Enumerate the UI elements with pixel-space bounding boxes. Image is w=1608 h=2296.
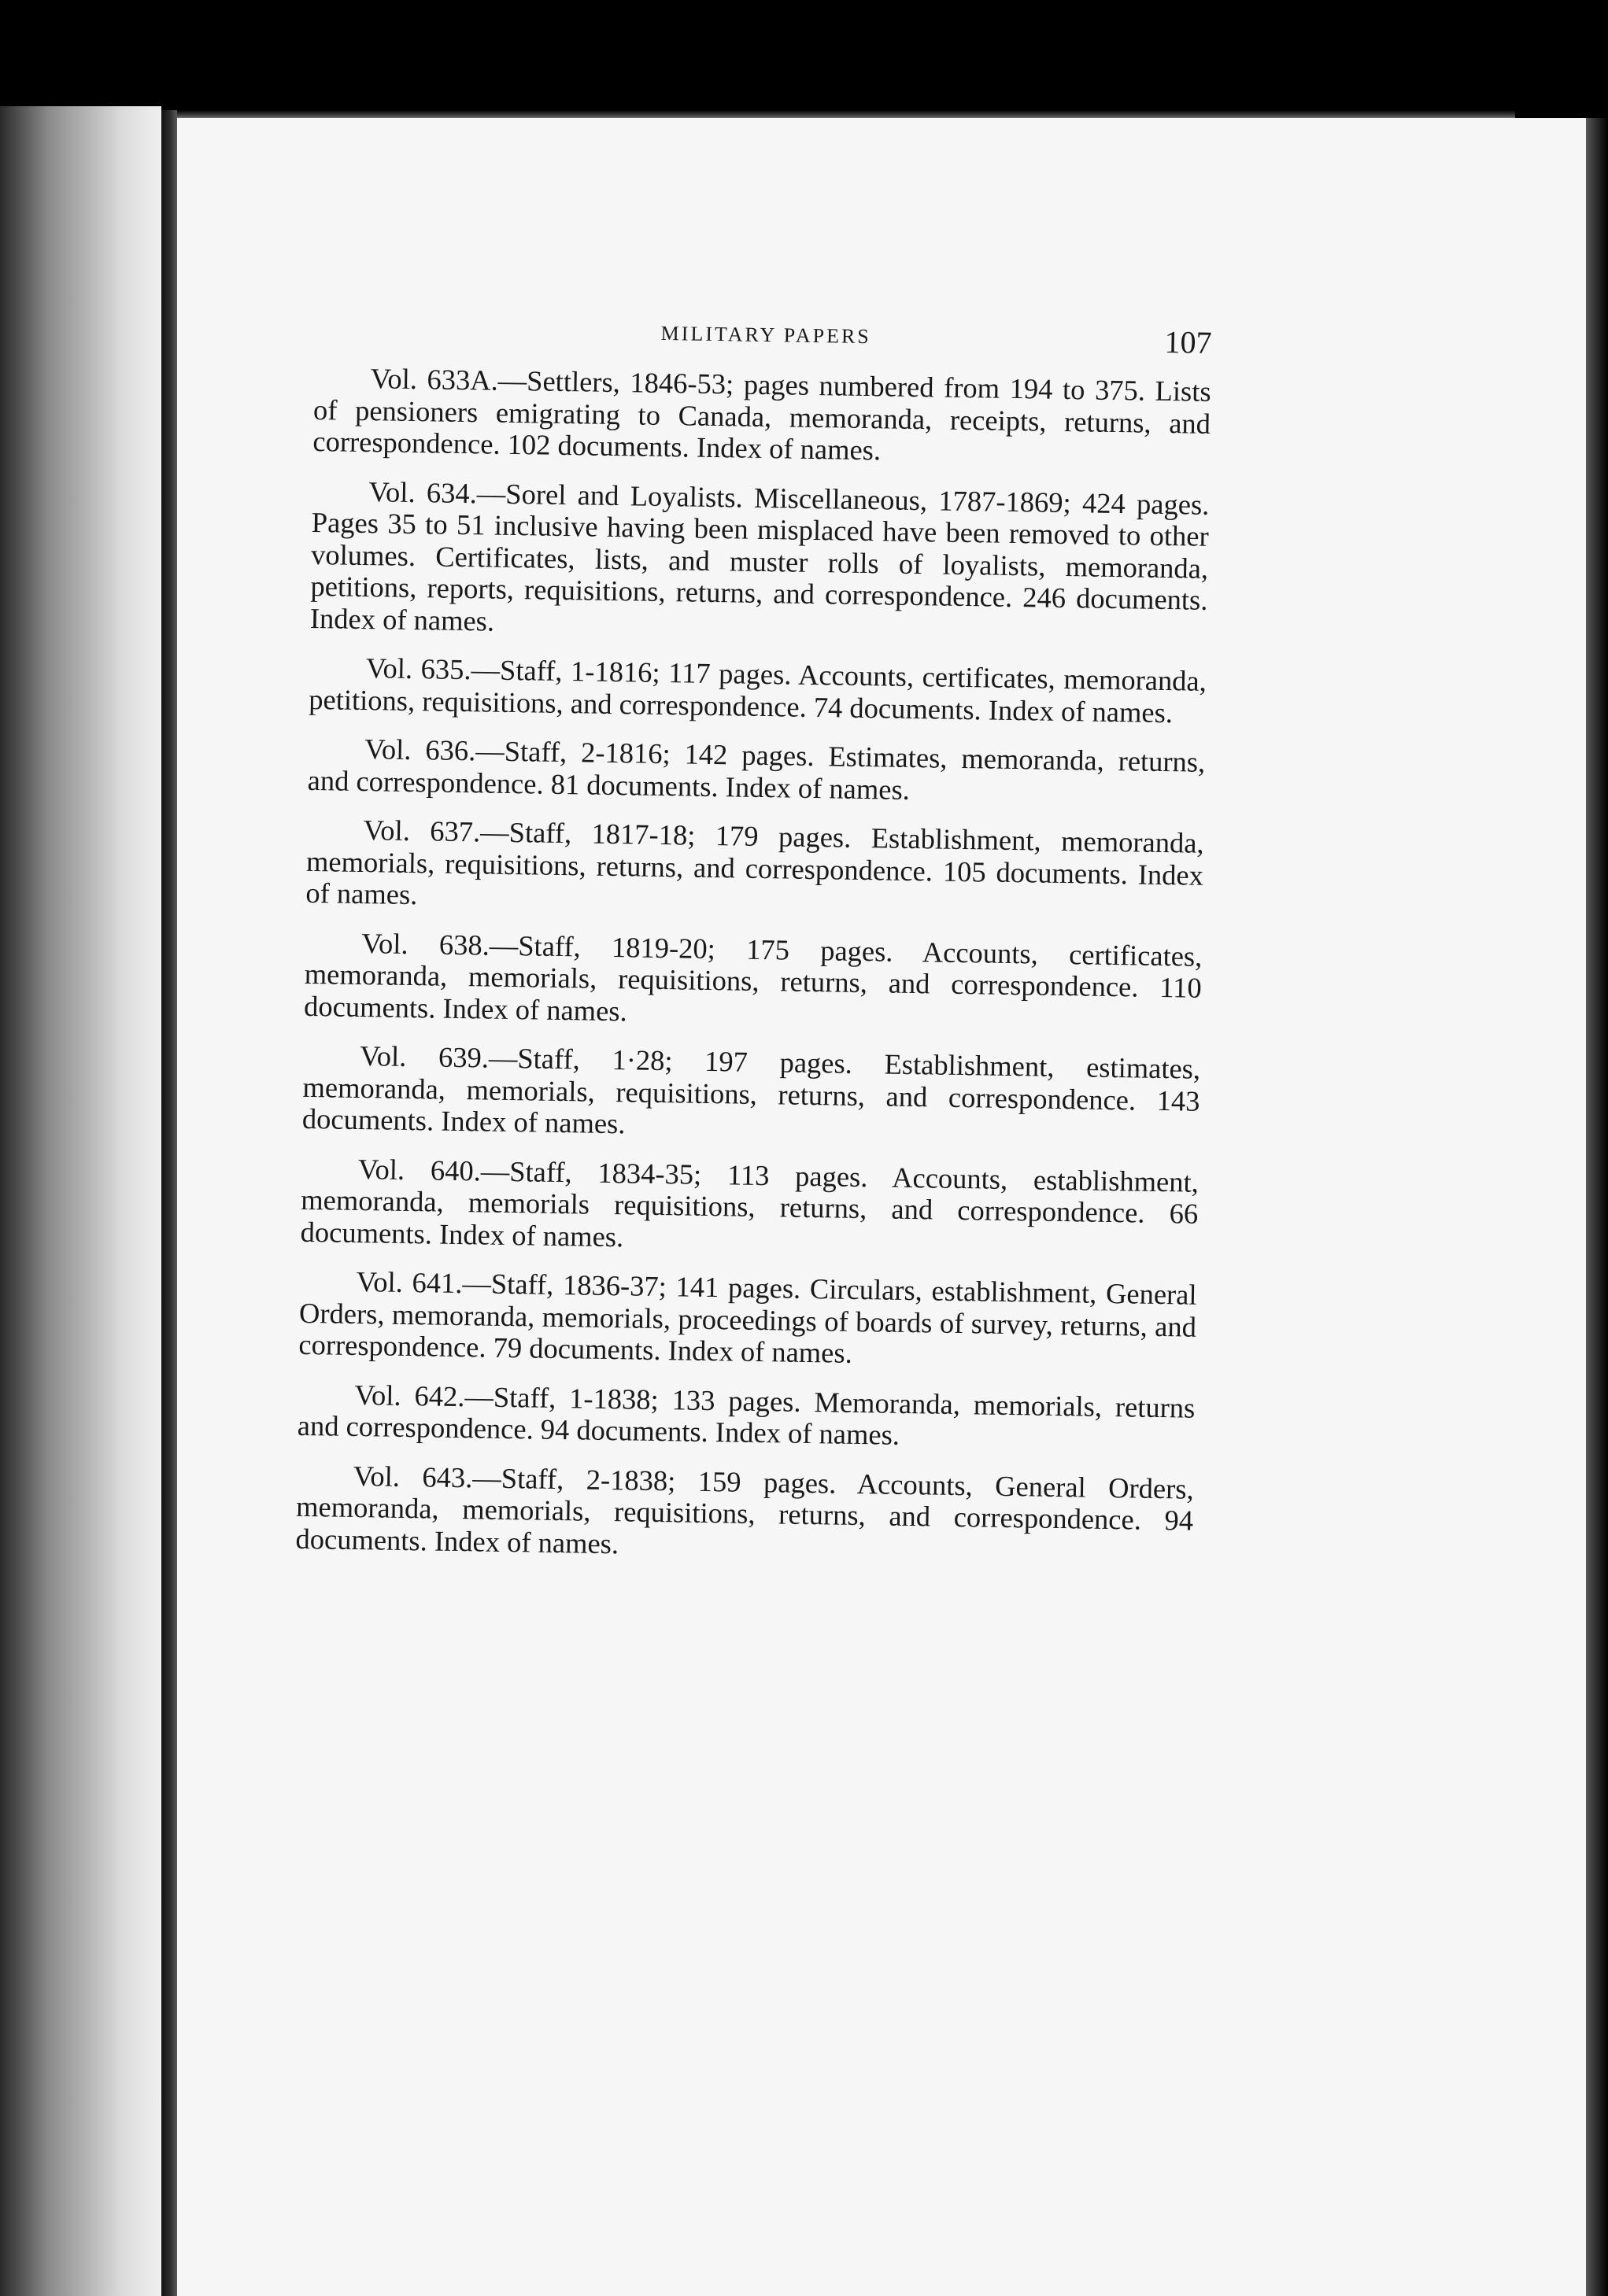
entry-vol-638: Vol. 638.—Staff, 1819-20; 175 pages. Accounts, certificates, memoranda, memorials, requisitions, returns, and correspondence. 110 documents. Index of names. [303,926,1203,1027]
entry-vol-643: Vol. 643.—Staff, 2-1838; 159 pages. Accounts, General Orders, memoranda, memorials, requisitions, returns, and correspondence. 94 documents. Index of names. [295,1459,1195,1560]
entry-vol-636: Vol. 636.—Staff, 2-1816; 142 pages. Estimates, memoranda, returns, and correspondence. 81 documents. Index of names. [307,733,1206,806]
entry-vol-633a: Vol. 633A.—Settlers, 1846-53; pages numbered from 194 to 375. Lists of pensioners emigrating to Canada, memoranda, receipts, returns, and correspondence. 102 documents. Index of names. [312,362,1211,467]
page-number: 107 [1164,323,1212,360]
entry-vol-637: Vol. 637.—Staff, 1817-18; 179 pages. Establishment, memoranda, memorials, requisitions, returns, and correspondence. 105 documents. Index of names. [305,814,1204,911]
entry-vol-639: Vol. 639.—Staff, 1·28; 197 pages. Establishment, estimates, memoranda, memorials, requisitions, returns, and correspondence. 143 documents. Index of names. [301,1039,1201,1140]
entry-vol-641: Vol. 641.—Staff, 1836-37; 141 pages. Circulars, establishment, General Orders, memoranda, memorials, proceedings of boards of survey, returns, and correspondence. 79 documents. Index of names. [298,1264,1197,1369]
running-head-title: MILITARY PAPERS [660,321,871,349]
page-text-block [295,315,1212,1586]
left-facing-page-edge [0,106,161,2296]
entry-vol-640: Vol. 640.—Staff, 1834-35; 113 pages. Accounts, establishment, memoranda, memorials requisitions, returns, and correspondence. 66 documents. Index of names. [300,1152,1200,1253]
entry-vol-634: Vol. 634.—Sorel and Loyalists. Miscellaneous, 1787-1869; 424 pages. Pages 35 to 51 inclusive having been misplaced have been removed to other volumes. Certificates, lists, and muster rolls of loyalists, memoranda, petitions, reports, requisitions, returns, and correspondence. 246 documents. Index of names. [309,474,1210,637]
entry-vol-635: Vol. 635.—Staff, 1-1816; 117 pages. Accounts, certificates, memoranda, petitions, requisitions, and correspondence. 74 documents. Index of names. [309,652,1207,729]
entry-vol-642: Vol. 642.—Staff, 1-1838; 133 pages. Memoranda, memorials, returns and correspondence. 94 documents. Index of names. [297,1378,1196,1451]
